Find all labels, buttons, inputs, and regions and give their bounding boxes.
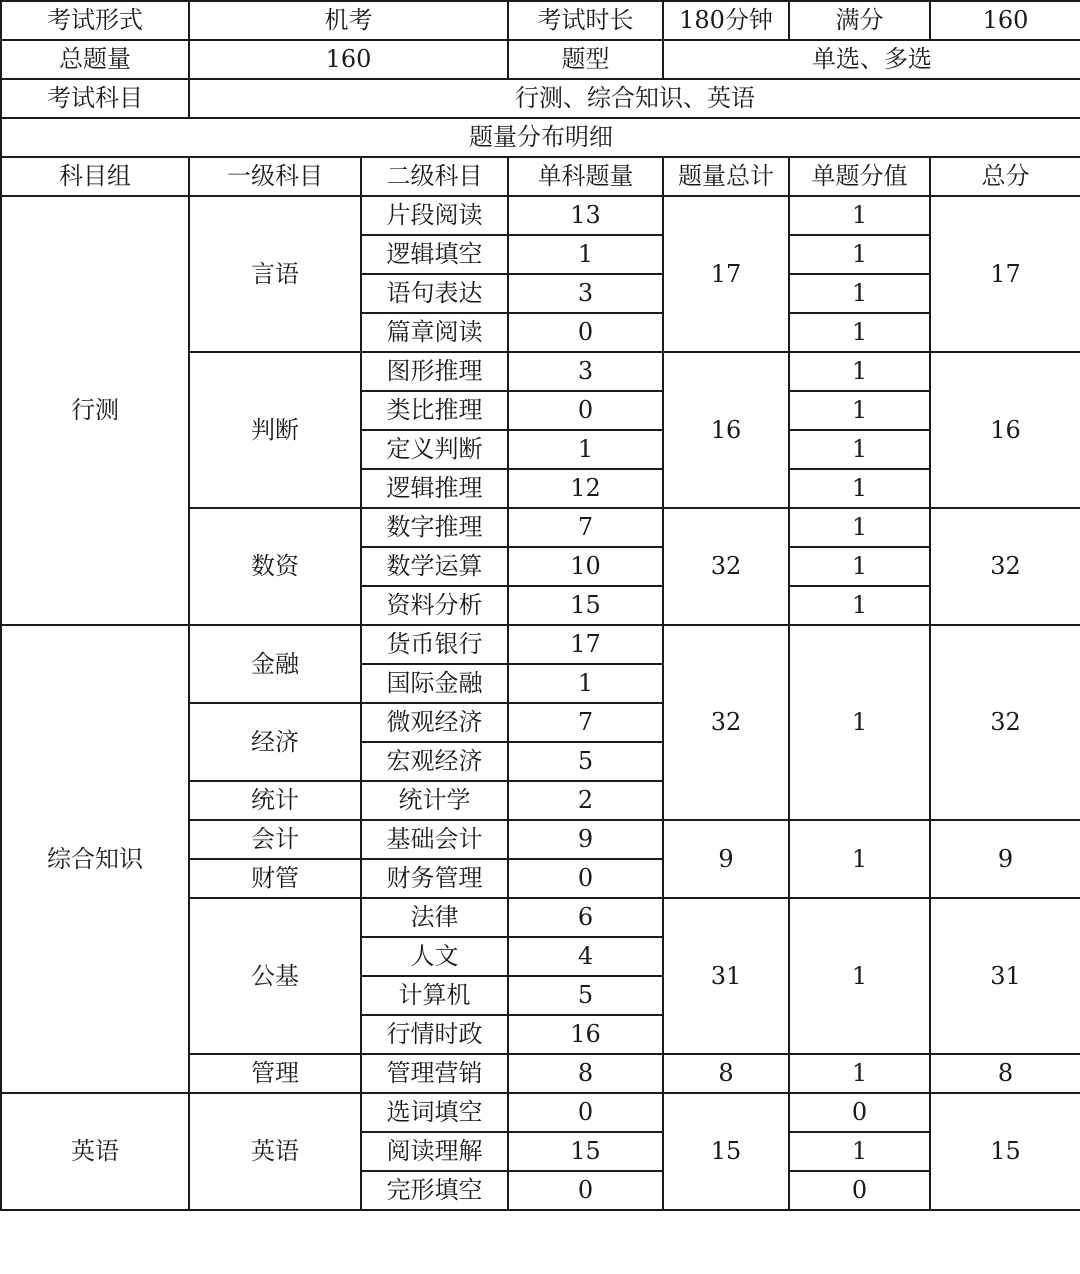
- unit-score-cell: 1: [789, 547, 930, 586]
- level2-subject-cell: 逻辑推理: [361, 469, 508, 508]
- column-header-row: [1, 157, 1080, 196]
- unit-score-cell: 1: [789, 469, 930, 508]
- unit-score-cell: 1: [789, 1132, 930, 1171]
- column-header: 一级科目: [189, 157, 361, 196]
- subject-group-cell: 综合知识: [1, 625, 189, 1093]
- question-total-cell: 32: [663, 508, 789, 625]
- total-score-cell: 16: [930, 352, 1080, 508]
- column-header: 单题分值: [789, 157, 930, 196]
- question-count-cell: 12: [508, 469, 663, 508]
- question-count-cell: 0: [508, 1093, 663, 1132]
- info-row-total-questions: [1, 40, 1080, 79]
- level2-subject-cell: 语句表达: [361, 274, 508, 313]
- exam-form-label: 考试形式: [1, 1, 189, 40]
- unit-score-cell: 1: [789, 352, 930, 391]
- total-questions-value: 160: [189, 40, 508, 79]
- level2-subject-cell: 类比推理: [361, 391, 508, 430]
- question-count-cell: 7: [508, 703, 663, 742]
- subjects-value: 行测、综合知识、英语: [189, 79, 1080, 118]
- table-row: [1, 1093, 1080, 1132]
- table-row: [1, 196, 1080, 235]
- level2-subject-cell: 数字推理: [361, 508, 508, 547]
- column-header: 题量总计: [663, 157, 789, 196]
- unit-score-cell: 0: [789, 1171, 930, 1210]
- level2-subject-cell: 国际金融: [361, 664, 508, 703]
- unit-score-cell: 1: [789, 430, 930, 469]
- level2-subject-cell: 数学运算: [361, 547, 508, 586]
- level1-subject-cell: 判断: [189, 352, 361, 508]
- unit-score-cell: 1: [789, 625, 930, 820]
- question-count-cell: 8: [508, 1054, 663, 1093]
- question-count-cell: 3: [508, 352, 663, 391]
- level2-subject-cell: 基础会计: [361, 820, 508, 859]
- total-questions-label: 总题量: [1, 40, 189, 79]
- detail-title-row: [1, 118, 1080, 157]
- question-total-cell: 31: [663, 898, 789, 1054]
- full-score-value: 160: [930, 1, 1080, 40]
- question-count-cell: 7: [508, 508, 663, 547]
- unit-score-cell: 1: [789, 1054, 930, 1093]
- question-count-cell: 1: [508, 664, 663, 703]
- question-count-cell: 10: [508, 547, 663, 586]
- level2-subject-cell: 阅读理解: [361, 1132, 508, 1171]
- question-count-cell: 1: [508, 235, 663, 274]
- total-score-cell: 32: [930, 625, 1080, 820]
- unit-score-cell: 1: [789, 274, 930, 313]
- question-count-cell: 0: [508, 313, 663, 352]
- level2-subject-cell: 片段阅读: [361, 196, 508, 235]
- level2-subject-cell: 人文: [361, 937, 508, 976]
- level2-subject-cell: 篇章阅读: [361, 313, 508, 352]
- question-count-cell: 0: [508, 1171, 663, 1210]
- level1-subject-cell: 公基: [189, 898, 361, 1054]
- column-header: 二级科目: [361, 157, 508, 196]
- question-type-value: 单选、多选: [663, 40, 1080, 79]
- unit-score-cell: 1: [789, 898, 930, 1054]
- level2-subject-cell: 选词填空: [361, 1093, 508, 1132]
- subject-group-cell: 行测: [1, 196, 189, 625]
- question-count-cell: 17: [508, 625, 663, 664]
- level1-subject-cell: 金融: [189, 625, 361, 703]
- column-header: 科目组: [1, 157, 189, 196]
- unit-score-cell: 1: [789, 586, 930, 625]
- info-row-subjects: [1, 79, 1080, 118]
- level2-subject-cell: 资料分析: [361, 586, 508, 625]
- level2-subject-cell: 宏观经济: [361, 742, 508, 781]
- total-score-cell: 8: [930, 1054, 1080, 1093]
- level1-subject-cell: 言语: [189, 196, 361, 352]
- level2-subject-cell: 货币银行: [361, 625, 508, 664]
- question-count-cell: 3: [508, 274, 663, 313]
- question-count-cell: 16: [508, 1015, 663, 1054]
- level2-subject-cell: 完形填空: [361, 1171, 508, 1210]
- total-score-cell: 32: [930, 508, 1080, 625]
- unit-score-cell: 1: [789, 391, 930, 430]
- duration-value: 180分钟: [663, 1, 789, 40]
- subject-group-cell: 英语: [1, 1093, 189, 1210]
- level2-subject-cell: 逻辑填空: [361, 235, 508, 274]
- level2-subject-cell: 法律: [361, 898, 508, 937]
- question-count-cell: 4: [508, 937, 663, 976]
- unit-score-cell: 1: [789, 235, 930, 274]
- question-type-label: 题型: [508, 40, 663, 79]
- level2-subject-cell: 微观经济: [361, 703, 508, 742]
- question-count-cell: 1: [508, 430, 663, 469]
- level1-subject-cell: 统计: [189, 781, 361, 820]
- total-score-cell: 15: [930, 1093, 1080, 1210]
- question-total-cell: 16: [663, 352, 789, 508]
- question-count-cell: 5: [508, 976, 663, 1015]
- question-count-cell: 15: [508, 1132, 663, 1171]
- question-total-cell: 8: [663, 1054, 789, 1093]
- unit-score-cell: 1: [789, 508, 930, 547]
- unit-score-cell: 0: [789, 1093, 930, 1132]
- level2-subject-cell: 图形推理: [361, 352, 508, 391]
- question-total-cell: 17: [663, 196, 789, 352]
- level1-subject-cell: 英语: [189, 1093, 361, 1210]
- exam-form-value: 机考: [189, 1, 508, 40]
- subjects-label: 考试科目: [1, 79, 189, 118]
- duration-label: 考试时长: [508, 1, 663, 40]
- question-total-cell: 15: [663, 1093, 789, 1210]
- unit-score-cell: 1: [789, 196, 930, 235]
- detail-title: 题量分布明细: [1, 118, 1080, 157]
- total-score-cell: 9: [930, 820, 1080, 898]
- total-score-cell: 17: [930, 196, 1080, 352]
- question-count-cell: 13: [508, 196, 663, 235]
- question-count-cell: 15: [508, 586, 663, 625]
- level2-subject-cell: 财务管理: [361, 859, 508, 898]
- question-total-cell: 32: [663, 625, 789, 820]
- total-score-cell: 31: [930, 898, 1080, 1054]
- level2-subject-cell: 统计学: [361, 781, 508, 820]
- unit-score-cell: 1: [789, 313, 930, 352]
- unit-score-cell: 1: [789, 820, 930, 898]
- level1-subject-cell: 会计: [189, 820, 361, 859]
- level1-subject-cell: 管理: [189, 1054, 361, 1093]
- full-score-label: 满分: [789, 1, 930, 40]
- info-row-exam-form: [1, 1, 1080, 40]
- level2-subject-cell: 定义判断: [361, 430, 508, 469]
- column-header: 单科题量: [508, 157, 663, 196]
- level2-subject-cell: 计算机: [361, 976, 508, 1015]
- question-count-cell: 9: [508, 820, 663, 859]
- question-count-cell: 0: [508, 391, 663, 430]
- question-count-cell: 2: [508, 781, 663, 820]
- question-total-cell: 9: [663, 820, 789, 898]
- level1-subject-cell: 经济: [189, 703, 361, 781]
- column-header: 总分: [930, 157, 1080, 196]
- level1-subject-cell: 财管: [189, 859, 361, 898]
- level1-subject-cell: 数资: [189, 508, 361, 625]
- question-count-cell: 0: [508, 859, 663, 898]
- level2-subject-cell: 行情时政: [361, 1015, 508, 1054]
- table-row: [1, 625, 1080, 664]
- question-count-cell: 5: [508, 742, 663, 781]
- level2-subject-cell: 管理营销: [361, 1054, 508, 1093]
- question-count-cell: 6: [508, 898, 663, 937]
